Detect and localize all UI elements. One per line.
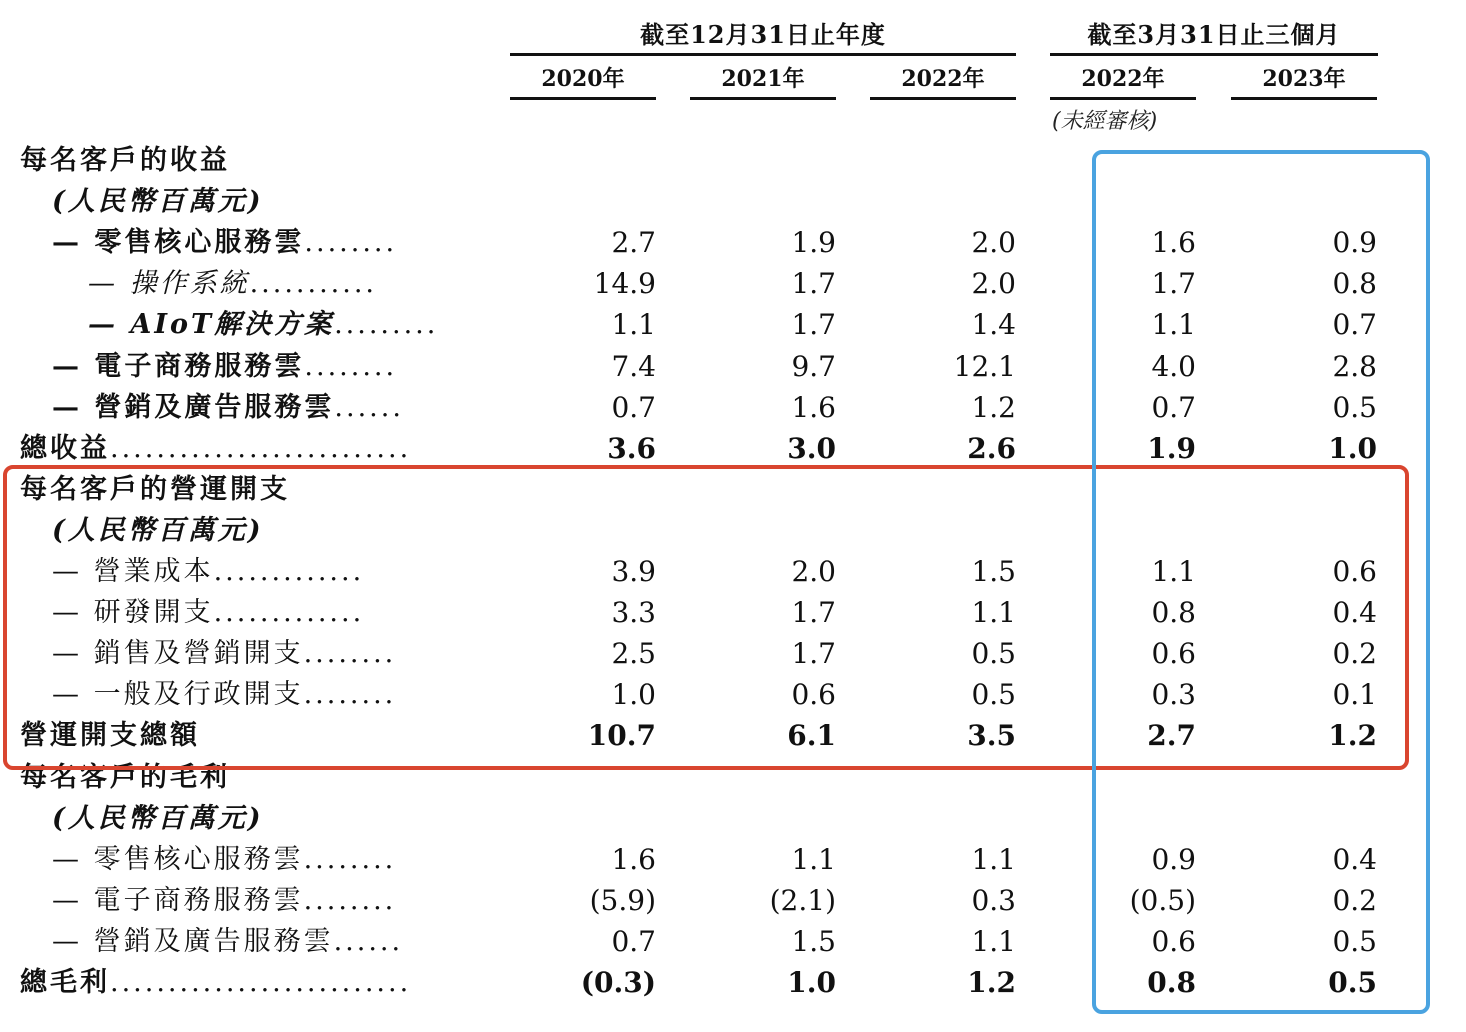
row-label: [88, 263, 377, 304]
row-label: [20, 962, 411, 1003]
row-label-text: (人民幣百萬元): [52, 186, 264, 218]
value-cell: 0.5: [971, 678, 1016, 712]
value-cell: 1.2: [1328, 719, 1377, 753]
year-header-2021: 2021年: [721, 66, 805, 92]
value-cell: 1.1: [971, 842, 1016, 876]
row-label: [20, 428, 411, 469]
row-label-text: — 電子商務服務雲: [52, 350, 305, 382]
year-underline: [1231, 97, 1377, 100]
value-cell: 0.2: [1332, 883, 1377, 917]
value-cell: 0.5: [1332, 390, 1377, 424]
value-cell: 1.5: [971, 555, 1016, 588]
row-label-text: (人民幣百萬元): [52, 514, 264, 546]
value-cell: 1.2: [971, 390, 1016, 424]
value-cell: 10.7: [587, 719, 656, 753]
row-label: [52, 222, 397, 263]
row-label-text: — 操作系統: [88, 268, 250, 300]
year-header-2023-q1: 2023年: [1262, 66, 1346, 92]
value-cell: 1.6: [791, 390, 836, 424]
value-cell: 3.0: [787, 431, 836, 465]
value-cell: 2.7: [611, 226, 656, 260]
value-cell: 0.7: [611, 390, 656, 424]
value-cell: 1.6: [1151, 226, 1196, 260]
value-cell: 1.2: [967, 966, 1016, 999]
row-label-text: — 零售核心服務雲: [52, 843, 304, 875]
value-cell: 0.8: [1332, 267, 1377, 301]
value-cell: 0.5: [971, 637, 1016, 671]
row-label-text: 每名客戶的收益: [20, 145, 230, 176]
row-label-text: — 銷售及營銷開支: [52, 638, 304, 670]
value-cell: 1.0: [1328, 431, 1377, 465]
value-cell: 1.1: [1151, 308, 1196, 342]
leader-dots: ......: [334, 391, 404, 423]
year-header-2022-annual: 2022年: [901, 66, 985, 92]
row-label: [52, 346, 397, 387]
row-label-text: — AIoT解決方案: [88, 309, 335, 341]
value-cell: 3.5: [967, 719, 1016, 753]
value-cell: 3.6: [607, 431, 656, 465]
row-label-text: (人民幣百萬元): [52, 802, 264, 834]
unaudited-note: (未經審核): [1052, 109, 1158, 134]
year-underline: [1050, 97, 1196, 100]
row-label-text: — 一般及行政開支: [52, 679, 304, 711]
header-rule-quarter: [1050, 53, 1378, 56]
leader-dots: .............: [213, 597, 365, 629]
leader-dots: ..........................: [110, 432, 412, 464]
value-cell: 0.7: [1151, 390, 1196, 424]
header-group-quarter: 截至3月31日止三個月: [1087, 20, 1341, 49]
value-cell: 1.1: [611, 308, 656, 342]
leader-dots: ........: [303, 843, 397, 875]
leader-dots: ........: [304, 350, 398, 382]
value-cell: 2.5: [611, 637, 656, 671]
row-label-text: — 研發開支: [52, 597, 214, 629]
value-cell: 1.7: [791, 308, 836, 342]
leader-dots: ........: [303, 884, 397, 916]
year-underline: [690, 97, 836, 100]
leader-dots: .........: [334, 309, 439, 341]
value-cell: 2.0: [971, 226, 1016, 260]
row-label-text: 每名客戶的營運開支: [20, 473, 290, 505]
value-cell: 14.9: [593, 267, 656, 301]
row-label-text: — 營業成本: [52, 556, 214, 587]
year-header-2022-q1: 2022年: [1081, 66, 1165, 92]
leader-dots: ........: [303, 638, 397, 670]
header-group-annual: 截至12月31日止年度: [640, 20, 886, 49]
value-cell: 2.7: [1147, 719, 1196, 753]
quarter-columns-highlight-box: [1092, 150, 1430, 1014]
value-cell: 0.6: [1151, 637, 1196, 671]
row-label: [88, 304, 438, 345]
value-cell: 3.9: [611, 555, 656, 588]
value-cell: 1.7: [791, 596, 836, 630]
value-cell: 0.2: [1332, 637, 1377, 671]
value-cell: 0.1: [1332, 678, 1377, 712]
value-cell: 4.0: [1151, 349, 1196, 383]
value-cell: 1.1: [1151, 555, 1196, 588]
value-cell: 0.6: [1151, 924, 1196, 958]
value-cell: 0.8: [1147, 966, 1196, 999]
value-cell: (2.1): [769, 883, 836, 917]
value-cell: 1.7: [791, 267, 836, 301]
value-cell: 6.1: [787, 719, 836, 753]
header-rule-annual: [510, 53, 1016, 56]
value-cell: (5.9): [589, 883, 656, 917]
row-label-text: 總毛利: [20, 967, 110, 998]
value-cell: (0.3): [580, 966, 656, 999]
row-label-text: — 電子商務服務雲: [52, 884, 304, 916]
row-label-text: 每名客戶的毛利: [20, 761, 230, 793]
value-cell: 2.6: [967, 431, 1016, 465]
value-cell: 0.3: [1151, 678, 1196, 712]
value-cell: 0.7: [1332, 308, 1377, 342]
value-cell: 1.1: [971, 596, 1016, 630]
row-label-text: — 營銷及廣告服務雲: [52, 391, 335, 423]
row-label-text: 營運開支總額: [20, 720, 200, 752]
value-cell: 0.5: [1332, 924, 1377, 958]
value-cell: 2.8: [1332, 349, 1377, 383]
row-label: [52, 387, 404, 428]
row-label: [52, 839, 396, 880]
value-cell: 0.4: [1332, 842, 1377, 876]
leader-dots: ..........................: [110, 967, 412, 998]
value-cell: 1.7: [791, 637, 836, 671]
value-cell: 1.0: [787, 966, 836, 999]
value-cell: 1.5: [791, 924, 836, 958]
year-header-2020: 2020年: [541, 66, 625, 92]
leader-dots: ......: [333, 925, 404, 957]
value-cell: 0.5: [1328, 966, 1377, 999]
value-cell: 1.0: [611, 678, 656, 712]
leader-dots: ........: [304, 227, 398, 259]
row-label: [20, 140, 230, 181]
value-cell: 1.7: [1151, 267, 1196, 301]
year-underline: [870, 97, 1016, 100]
value-cell: 9.7: [791, 349, 836, 383]
value-cell: 0.4: [1332, 596, 1377, 630]
leader-dots: ...........: [249, 268, 378, 300]
row-label: [52, 921, 403, 962]
row-label-text: 總收益: [20, 432, 110, 464]
value-cell: 0.6: [1332, 555, 1377, 588]
value-cell: (0.5): [1129, 883, 1196, 917]
value-cell: 2.0: [791, 555, 836, 588]
value-cell: 0.9: [1151, 842, 1196, 876]
value-cell: 2.0: [971, 267, 1016, 301]
value-cell: 1.1: [971, 924, 1016, 958]
value-cell: 3.3: [611, 596, 656, 630]
value-cell: 0.8: [1151, 596, 1196, 630]
leader-dots: ........: [303, 679, 397, 711]
value-cell: 0.9: [1332, 226, 1377, 260]
value-cell: 12.1: [953, 349, 1016, 383]
row-label: [52, 880, 396, 921]
row-label: [52, 181, 264, 222]
value-cell: 0.3: [971, 883, 1016, 917]
leader-dots: .............: [213, 556, 365, 587]
row-label-text: — 營銷及廣告服務雲: [52, 925, 334, 957]
value-cell: 0.7: [611, 924, 656, 958]
value-cell: 0.6: [791, 678, 836, 712]
value-cell: 1.1: [791, 842, 836, 876]
row-label: [52, 798, 264, 839]
value-cell: 1.9: [791, 226, 836, 260]
year-underline: [510, 97, 656, 100]
value-cell: 1.6: [611, 842, 656, 876]
value-cell: 1.9: [1147, 431, 1196, 465]
value-cell: 7.4: [611, 349, 656, 383]
row-label-text: — 零售核心服務雲: [52, 227, 305, 259]
value-cell: 1.4: [971, 308, 1016, 342]
